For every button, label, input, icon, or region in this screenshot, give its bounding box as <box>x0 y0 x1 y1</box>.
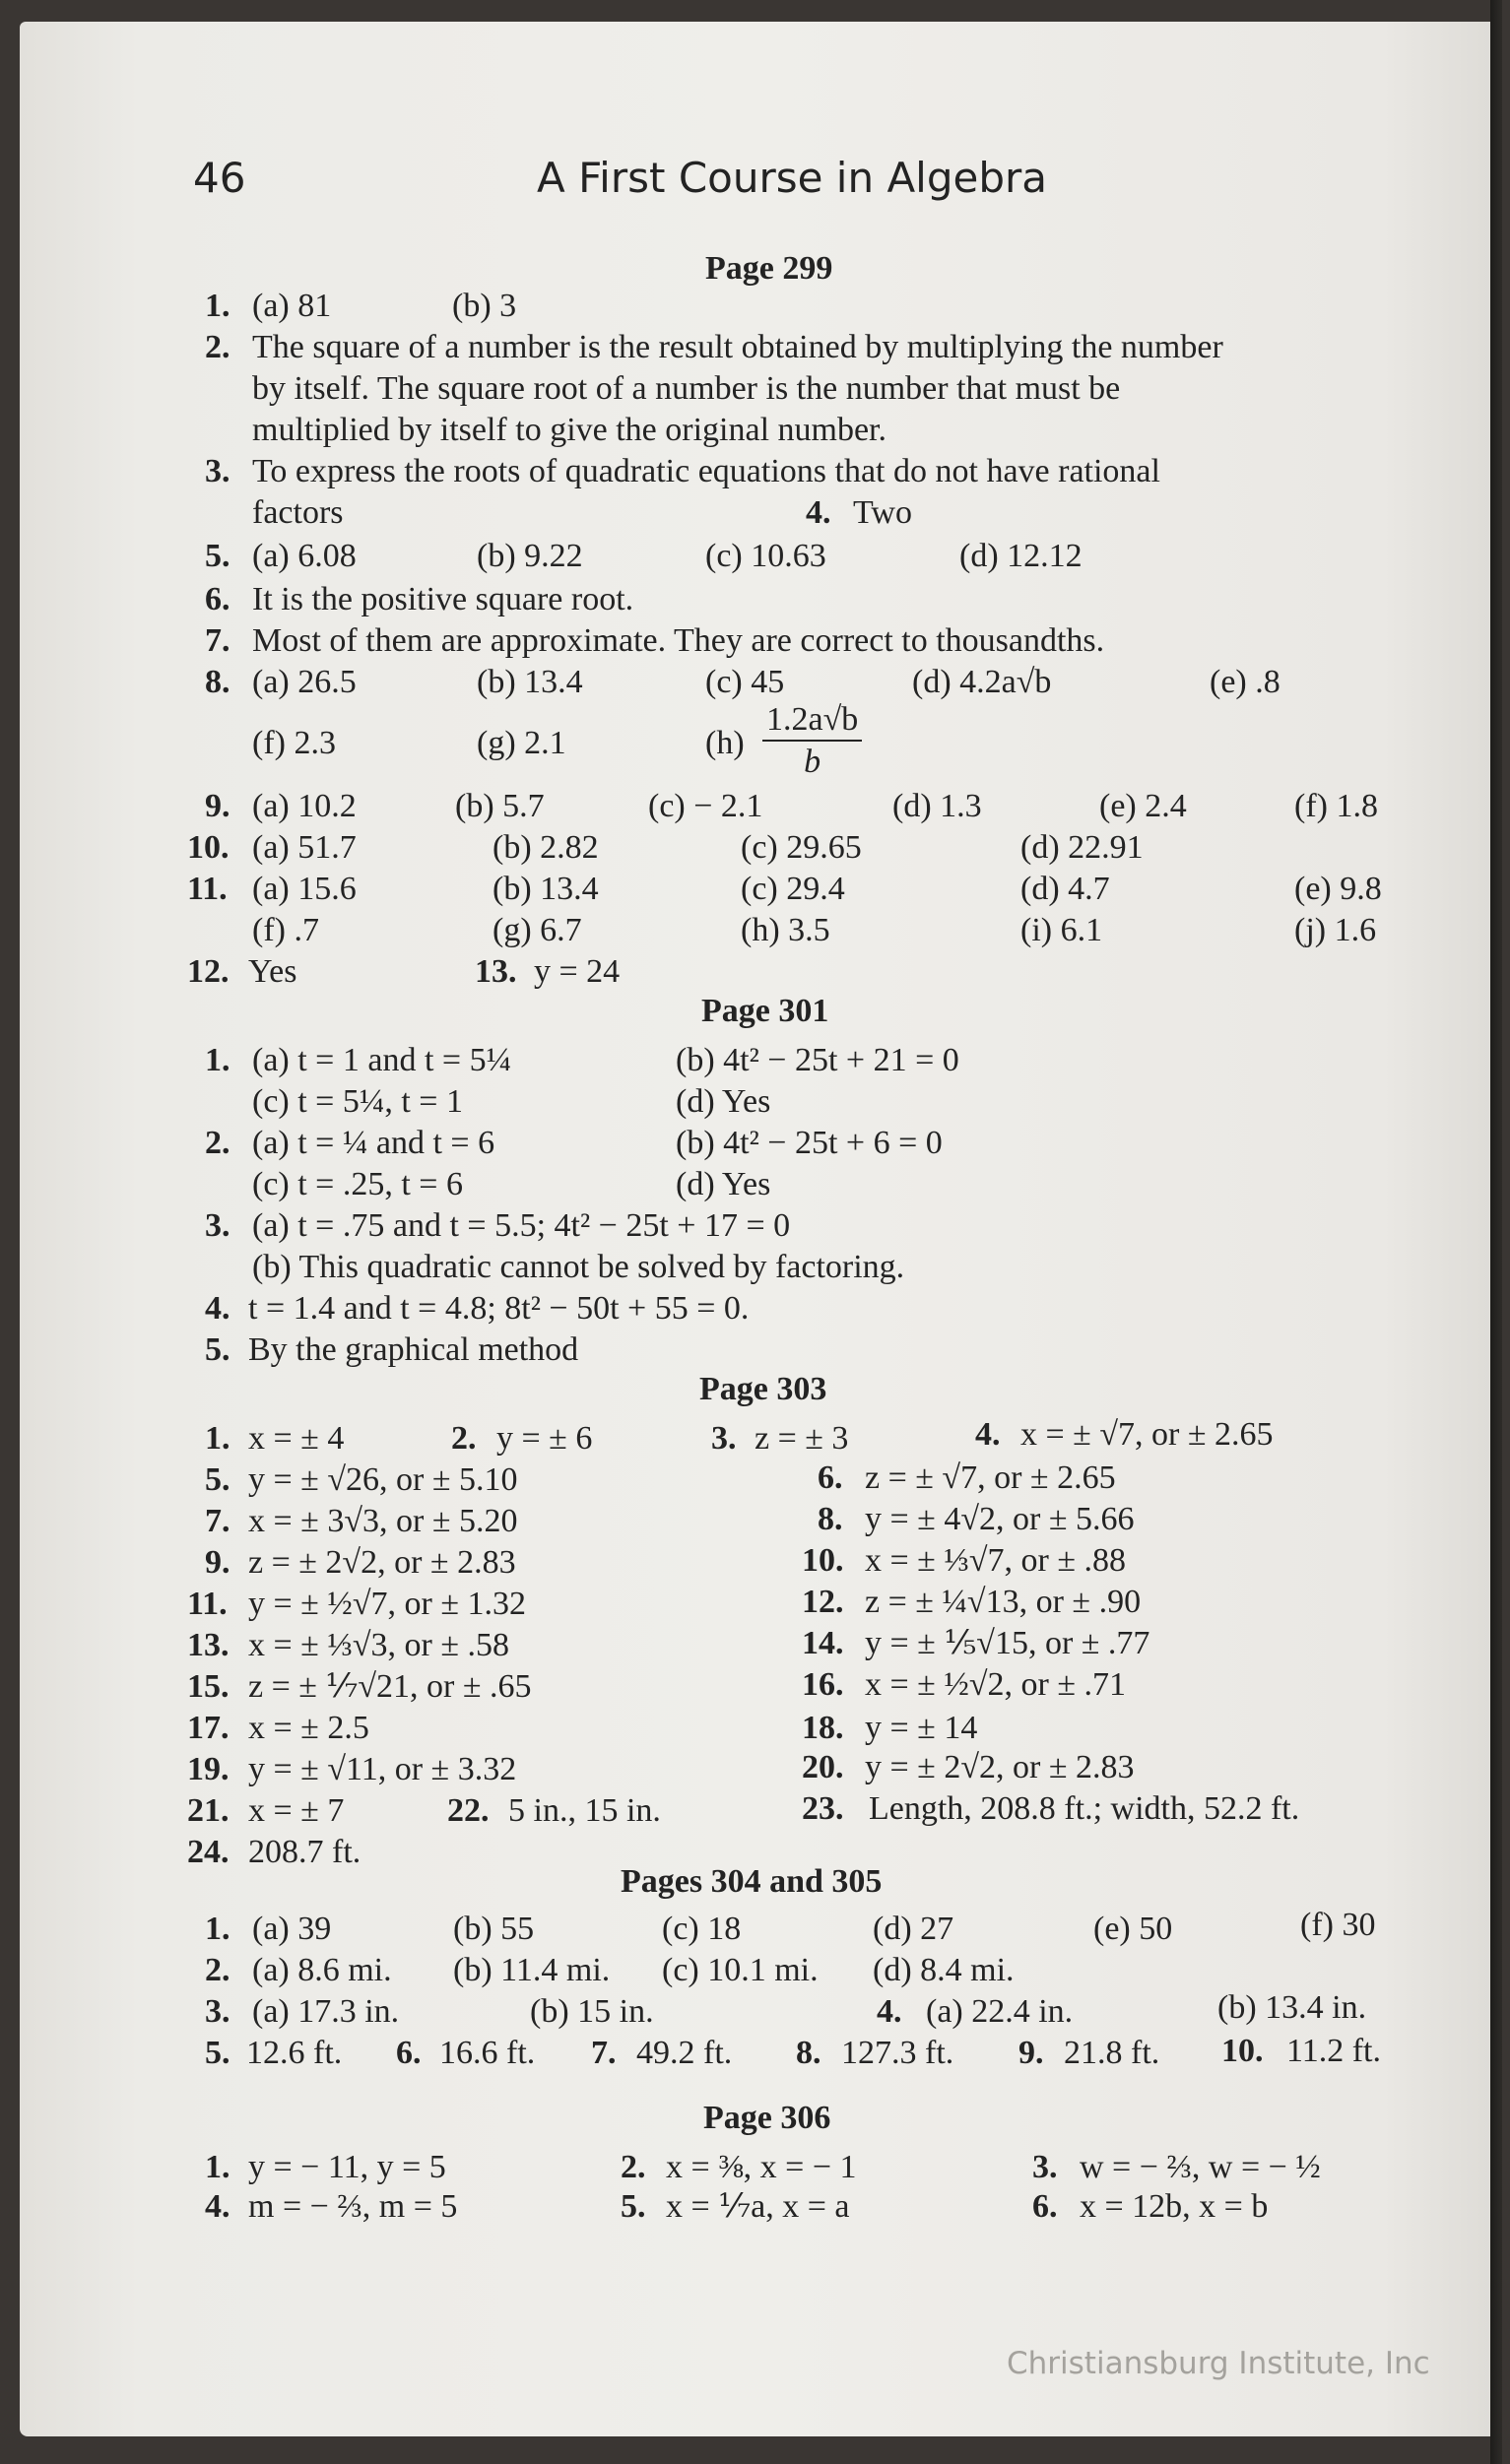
answer: 16.6 ft. <box>439 2035 536 2071</box>
fraction <box>762 703 862 779</box>
answer: 21.8 ft. <box>1064 2035 1160 2071</box>
answer: 12.6 ft. <box>246 2035 343 2071</box>
answer: (c) t = .25, t = 6 <box>252 1166 463 1202</box>
answer: (a) t = .75 and t = 5.5; 4t² − 25t + 17 = 0 <box>252 1207 791 1244</box>
answer-text: It is the positive square root. <box>252 581 634 617</box>
item-number: 3. <box>1032 2149 1058 2185</box>
item-number: 5. <box>205 1331 230 1368</box>
answer: (d) 1.3 <box>892 788 982 824</box>
page-number: 46 <box>193 154 246 202</box>
answer: (c) 45 <box>705 664 785 700</box>
item-number: 3. <box>205 1207 230 1244</box>
item-number: 11. <box>187 871 228 907</box>
item-number: 6. <box>1032 2188 1058 2225</box>
section-title-page-299: Page 299 <box>705 250 833 287</box>
answer: (b) 13.4 <box>492 871 599 907</box>
item-number: 1. <box>205 288 230 324</box>
answer: (b) 5.7 <box>455 788 545 824</box>
answer: z = ± √7, or ± 2.65 <box>865 1459 1116 1496</box>
answer: (a) 26.5 <box>252 664 357 700</box>
answer: x = ± 4 <box>248 1420 345 1457</box>
answer: Length, 208.8 ft.; width, 52.2 ft. <box>869 1790 1300 1827</box>
item-number: 20. <box>802 1749 844 1785</box>
answer: (b) 4t² − 25t + 21 = 0 <box>676 1042 959 1078</box>
answer: (a) 22.4 in. <box>926 1993 1074 2030</box>
answer: x = ± √7, or ± 2.65 <box>1020 1416 1274 1453</box>
answer: z = ± 2√2, or ± 2.83 <box>248 1544 516 1581</box>
answer: (b) 4t² − 25t + 6 = 0 <box>676 1125 943 1161</box>
item-number: 1. <box>205 1042 230 1078</box>
answer: z = ± ⅐√21, or ± .65 <box>248 1668 532 1705</box>
item-number: 16. <box>802 1666 844 1703</box>
answer: (c) 29.4 <box>741 871 845 907</box>
answer: (a) 10.2 <box>252 788 357 824</box>
answer: x = ± ½√2, or ± .71 <box>865 1666 1126 1703</box>
answer: (d) Yes <box>676 1166 771 1202</box>
answer: 49.2 ft. <box>636 2035 733 2071</box>
answer: y = ± ½√7, or ± 1.32 <box>248 1586 526 1622</box>
item-number: 5. <box>205 2035 230 2071</box>
answer: t = 1.4 and t = 4.8; 8t² − 50t + 55 = 0. <box>248 1290 750 1327</box>
item-number: 9. <box>205 788 230 824</box>
item-number: 12. <box>187 953 230 990</box>
answer: (d) 4.7 <box>1020 871 1110 907</box>
answer: m = − ⅔, m = 5 <box>248 2188 458 2225</box>
item-number: 7. <box>591 2035 617 2071</box>
answer: (a) 81 <box>252 288 332 324</box>
answer-text: To express the roots of quadratic equations that do not have rational <box>252 453 1160 489</box>
answer: (e) 2.4 <box>1099 788 1187 824</box>
answer: 5 in., 15 in. <box>508 1792 661 1829</box>
item-number: 3. <box>205 453 230 489</box>
answer: w = − ⅔, w = − ½ <box>1080 2149 1321 2185</box>
answer: (a) 6.08 <box>252 538 357 574</box>
answer: (c) t = 5¼, t = 1 <box>252 1083 463 1120</box>
answer: (f) .7 <box>252 912 319 948</box>
answer: x = ± ⅓√7, or ± .88 <box>865 1542 1126 1579</box>
item-number: 15. <box>187 1668 230 1705</box>
answer: (b) 13.4 <box>477 664 583 700</box>
item-number: 4. <box>975 1416 1001 1453</box>
item-number: 4. <box>877 1993 902 2030</box>
item-number: 8. <box>796 2035 821 2071</box>
item-number: 10. <box>1221 2033 1264 2069</box>
answer: (d) 22.91 <box>1020 829 1144 866</box>
item-number: 22. <box>447 1792 490 1829</box>
answer: (c) 29.65 <box>741 829 862 866</box>
answer: (a) t = 1 and t = 5¼ <box>252 1042 512 1078</box>
answer: (e) 50 <box>1093 1911 1173 1947</box>
answer: z = ± ¼√13, or ± .90 <box>865 1584 1142 1620</box>
item-number: 18. <box>802 1710 844 1746</box>
item-number: 4. <box>205 1290 230 1327</box>
answer-text: Most of them are approximate. They are correct to thousandths. <box>252 622 1105 659</box>
answer: (g) 6.7 <box>492 912 582 948</box>
answer-text: multiplied by itself to give the original number. <box>252 412 887 448</box>
section-title-page-306: Page 306 <box>703 2100 831 2136</box>
answer: (h) 3.5 <box>741 912 830 948</box>
answer: x = ± 3√3, or ± 5.20 <box>248 1503 518 1539</box>
answer: y = ± 6 <box>496 1420 593 1457</box>
fraction-denominator: b <box>804 744 821 780</box>
item-number: 2. <box>621 2149 646 2185</box>
item-number: 4. <box>205 2188 230 2225</box>
answer: (d) Yes <box>676 1083 771 1120</box>
answer: x = 12b, x = b <box>1080 2188 1269 2225</box>
answer: y = − 11, y = 5 <box>248 2149 446 2185</box>
item-number: 5. <box>621 2188 646 2225</box>
answer: (a) 39 <box>252 1911 332 1947</box>
item-number: 1. <box>205 1911 230 1947</box>
answer: (g) 2.1 <box>477 725 566 761</box>
item-number: 6. <box>205 581 230 617</box>
answer: (b) 11.4 mi. <box>453 1952 611 1988</box>
item-number: 23. <box>802 1790 844 1827</box>
answer-text: The square of a number is the result obtained by multiplying the number <box>252 329 1223 365</box>
answer: (a) 17.3 in. <box>252 1993 400 2030</box>
answer: (a) 15.6 <box>252 871 357 907</box>
answer: y = ± 2√2, or ± 2.83 <box>865 1749 1135 1785</box>
item-number: 1. <box>205 2149 230 2185</box>
answer: y = ± √26, or ± 5.10 <box>248 1461 518 1498</box>
answer-label: (h) <box>705 725 745 761</box>
item-number: 13. <box>187 1627 230 1663</box>
section-title-page-301: Page 301 <box>701 993 829 1029</box>
answer-text: By the graphical method <box>248 1331 579 1368</box>
answer: (f) 30 <box>1300 1907 1376 1943</box>
answer: (d) 4.2a√b <box>912 664 1052 700</box>
answer: 11.2 ft. <box>1286 2033 1382 2069</box>
answer: y = ± 4√2, or ± 5.66 <box>865 1501 1135 1537</box>
answer: (b) 15 in. <box>530 1993 654 2030</box>
section-title-pages-304-305: Pages 304 and 305 <box>621 1863 883 1900</box>
item-number: 13. <box>475 953 517 990</box>
item-number: 12. <box>802 1584 844 1620</box>
answer: (a) 51.7 <box>252 829 357 866</box>
answer: y = 24 <box>534 953 621 990</box>
answer: z = ± 3 <box>755 1420 849 1457</box>
watermark: Christiansburg Institute, Inc <box>1007 2346 1430 2381</box>
item-number: 17. <box>187 1710 230 1746</box>
answer: x = ⅐a, x = a <box>666 2188 850 2225</box>
answer: x = ± 7 <box>248 1792 345 1829</box>
item-number: 8. <box>205 664 230 700</box>
answer: (f) 1.8 <box>1294 788 1378 824</box>
answer: (b) 3 <box>452 288 517 324</box>
item-number: 9. <box>205 1544 230 1581</box>
item-number: 8. <box>818 1501 843 1537</box>
answer: (d) 12.12 <box>959 538 1083 574</box>
item-number: 10. <box>802 1542 844 1579</box>
answer: (a) t = ¼ and t = 6 <box>252 1125 495 1161</box>
item-number: 6. <box>396 2035 422 2071</box>
item-number: 1. <box>205 1420 230 1457</box>
item-number: 21. <box>187 1792 230 1829</box>
item-number: 5. <box>205 1461 230 1498</box>
item-number: 2. <box>205 1125 230 1161</box>
answer: (d) 27 <box>873 1911 954 1947</box>
answer: (b) This quadratic cannot be solved by factoring. <box>252 1249 905 1285</box>
answer: (e) 9.8 <box>1294 871 1382 907</box>
item-number: 7. <box>205 1503 230 1539</box>
item-number: 4. <box>806 494 831 531</box>
answer: (j) 1.6 <box>1294 912 1377 948</box>
fraction-numerator: 1.2a√b <box>762 703 862 742</box>
section-title-page-303: Page 303 <box>699 1371 827 1407</box>
item-number: 11. <box>187 1586 228 1622</box>
item-number: 10. <box>187 829 230 866</box>
answer: y = ± √11, or ± 3.32 <box>248 1751 517 1787</box>
answer: (i) 6.1 <box>1020 912 1103 948</box>
answer: (b) 9.22 <box>477 538 583 574</box>
answer: (b) 2.82 <box>492 829 599 866</box>
answer: (c) − 2.1 <box>648 788 763 824</box>
item-number: 7. <box>205 622 230 659</box>
answer: 127.3 ft. <box>841 2035 954 2071</box>
answer: (b) 55 <box>453 1911 535 1947</box>
answer: (b) 13.4 in. <box>1217 1989 1367 2026</box>
page-edge-shadow <box>1490 0 1502 2464</box>
answer: (f) 2.3 <box>252 725 336 761</box>
item-number: 6. <box>818 1459 843 1496</box>
answer-text: by itself. The square root of a number is the number that must be <box>252 370 1121 407</box>
item-number: 5. <box>205 538 230 574</box>
answer: Yes <box>248 953 297 990</box>
answer: x = ± ⅓√3, or ± .58 <box>248 1627 509 1663</box>
answer: (c) 10.63 <box>705 538 826 574</box>
item-number: 3. <box>711 1420 737 1457</box>
page-title: A First Course in Algebra <box>537 154 1048 202</box>
answer: y = ± 14 <box>865 1710 978 1746</box>
answer: (a) 8.6 mi. <box>252 1952 392 1988</box>
answer: (d) 8.4 mi. <box>873 1952 1015 1988</box>
item-number: 2. <box>205 329 230 365</box>
item-number: 24. <box>187 1834 230 1870</box>
answer-text: factors <box>252 494 344 531</box>
item-number: 2. <box>205 1952 230 1988</box>
answer: x = ± 2.5 <box>248 1710 369 1746</box>
answer: 208.7 ft. <box>248 1834 361 1870</box>
answer: y = ± ⅕√15, or ± .77 <box>865 1625 1150 1661</box>
item-number: 19. <box>187 1751 230 1787</box>
item-number: 3. <box>205 1993 230 2030</box>
item-number: 14. <box>802 1625 844 1661</box>
answer: (c) 18 <box>662 1911 742 1947</box>
item-number: 2. <box>451 1420 477 1457</box>
answer: Two <box>853 494 912 531</box>
answer: (e) .8 <box>1210 664 1280 700</box>
answer: x = ⅜, x = − 1 <box>666 2149 857 2185</box>
item-number: 9. <box>1018 2035 1044 2071</box>
answer: (c) 10.1 mi. <box>662 1952 819 1988</box>
